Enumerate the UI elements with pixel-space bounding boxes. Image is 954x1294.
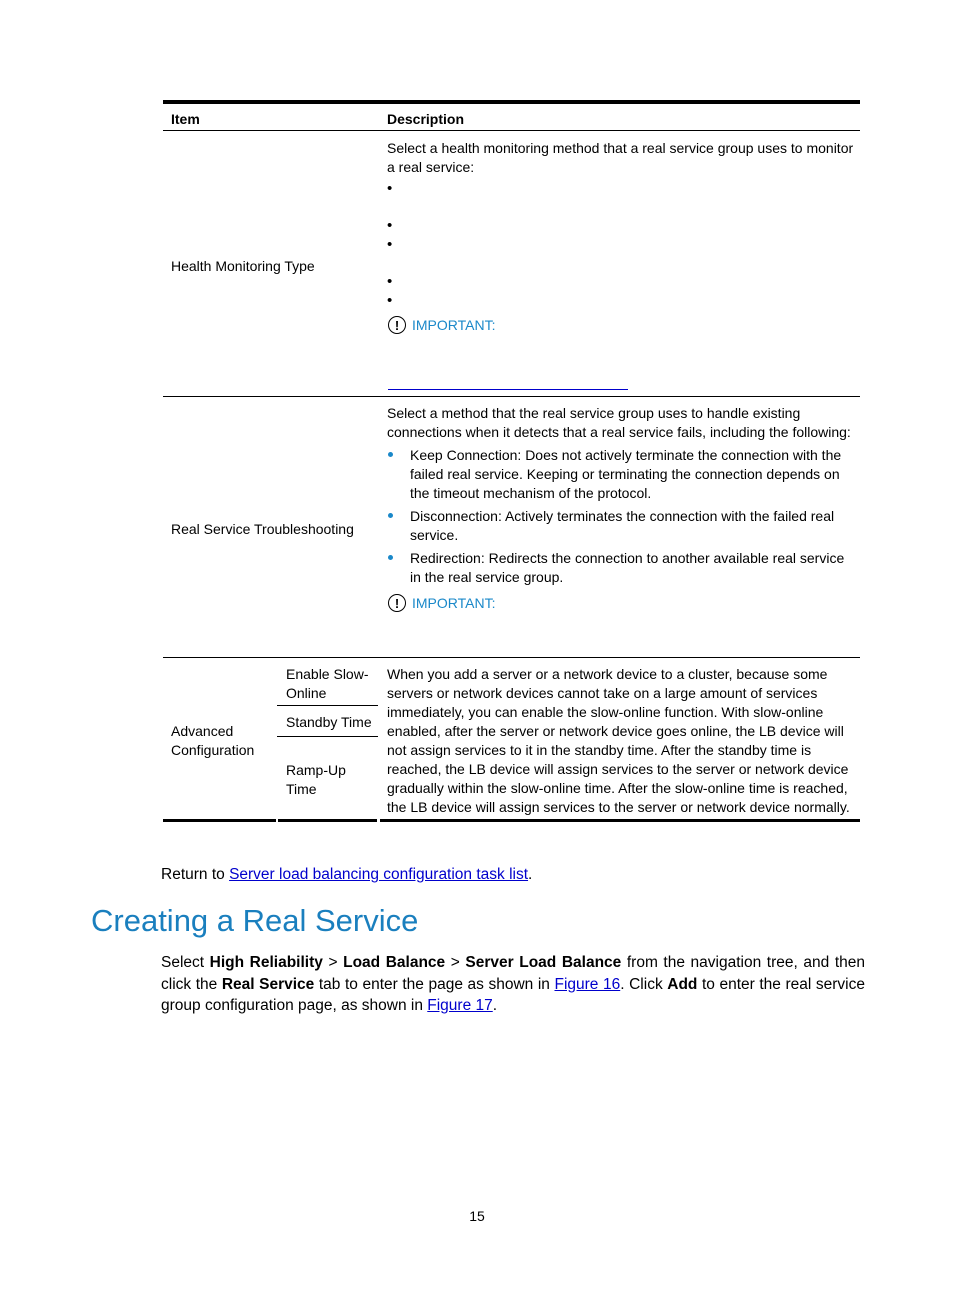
column-header-description: Description [387,111,465,127]
troubleshooting-bullet-disconnect: Disconnection: Actively terminates the connection with the failed real service. [410,508,835,543]
sub-item-enable-slow-online: Enable Slow-Online [286,666,369,701]
section-heading: Creating a Real Service [91,903,419,938]
health-monitoring-intro: Select a health monitoring method that a real service group uses to monitor a real service: [387,140,854,175]
health-important-note [388,316,496,334]
column-header-item: Item [171,111,200,127]
health-important-label: IMPORTANT: [412,317,496,333]
text-tab: tab to enter the page as shown in [314,975,555,993]
menu-load-balance: Load Balance [343,954,446,971]
menu-high-reliability: High Reliability [209,954,323,971]
return-suffix: . [528,866,533,883]
table-bottom-rule-1 [163,819,276,822]
troubleshooting-bullet-dot-2 [388,513,393,518]
troubleshooting-important-note [388,594,496,612]
table-bottom-rule-3 [380,819,860,822]
header-bottom-rule [163,130,860,131]
row2-bottom-rule [163,657,860,658]
table-top-rule [163,100,860,104]
troubleshooting-intro: Select a method that the real service group uses to handle existing connections when it detects that a real service fails, including the following: [387,405,851,440]
task-list-link[interactable]: Server load balancing configuration task list [229,866,529,883]
menu-server-load-balance: Server Load Balance [465,954,622,971]
text-nav: from the navigation tree, and then click the [161,954,865,993]
troubleshooting-bullet-keep: Keep Connection: Does not actively terminate the connection with the failed real service. Keeping or terminating the connection depends on the timeout mechanism of the protocol. [410,447,842,501]
return-prefix: Return to [161,866,230,883]
text-select: Select [161,954,210,971]
separator-1: > [322,954,344,971]
section-paragraph [161,952,865,1017]
row1-bottom-rule [163,396,860,397]
advanced-config-description: When you add a server or a network device to a cluster, because some servers or network devices cannot take on a large amount of services immediately, you can enable the slow-online function. With slow-online enabled, after the server or network device goes online, the LB device will not assign services to it in the standby time. After the standby time is reached, the LB device will assign services to the server or network device gradually within the slow-online time. After the slow-online time is reached, the LB device will assign services to the server or network device normally. [387,666,850,815]
subrow1-rule [277,705,378,706]
troubleshooting-bullet-dot-1 [388,452,393,457]
text-end: . [492,997,498,1014]
subrow2-rule [277,736,378,737]
health-note-link-underline[interactable] [388,389,628,390]
page-number: 15 [469,1208,485,1224]
troubleshooting-item: Real Service Troubleshooting [171,521,354,537]
advanced-config-item: Advanced Configuration [171,723,255,758]
text-click: . Click [620,975,668,993]
troubleshooting-bullet-dot-3 [388,555,393,560]
sub-item-standby-time: Standby Time [286,714,372,730]
important-icon: ! [388,316,406,334]
troubleshooting-important-label: IMPORTANT: [412,595,496,611]
return-line [161,864,865,886]
troubleshooting-bullet-redirect: Redirection: Redirects the connection to another available real service in the real service group. [410,550,845,585]
health-monitoring-item: Health Monitoring Type [171,258,315,274]
text-enter: to enter the real service group configuration page, as shown in [161,975,865,1014]
table-bottom-rule-2 [278,819,377,822]
button-add-label: Add [667,975,698,993]
separator-2: > [445,954,466,971]
important-icon: ! [388,594,406,612]
tab-real-service: Real Service [221,975,315,993]
figure-16-link[interactable]: Figure 16 [554,975,621,993]
figure-17-link[interactable]: Figure 17 [427,997,493,1014]
sub-item-ramp-up-time: Ramp-Up Time [286,762,346,797]
